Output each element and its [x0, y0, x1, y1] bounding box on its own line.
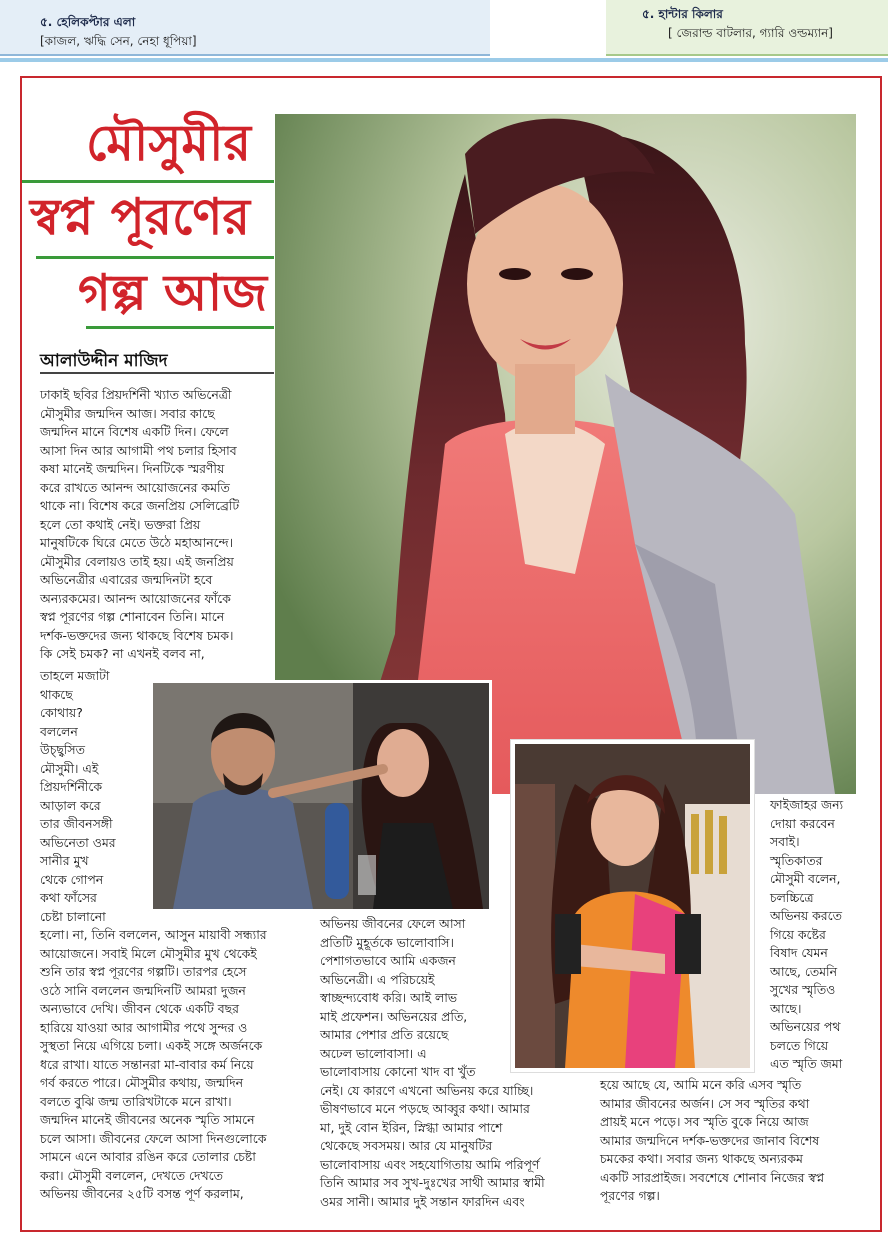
- text-line: বলতে বুঝি জন্ম তারিখটাকে মনে রাখা।: [40, 1093, 232, 1109]
- text-line: আছে।: [770, 1000, 802, 1016]
- text-line: আয়োজনে। সবাই মিলে মৌসুমীর মুখ থেকেই: [40, 945, 257, 961]
- text-line: করে রাখতে আনন্দ আয়োজনের কমতি: [40, 479, 230, 495]
- text-line: অন্যভাবে দেখি। জীবন থেকে একটি বছর: [40, 1001, 239, 1016]
- text-line: মৌসুমী বলেন,: [770, 871, 841, 886]
- headline-rule-1: [22, 180, 274, 183]
- col1-text: [40, 386, 239, 664]
- text-line: হারিয়ে যাওয়া আর আগামীর পথে সুন্দর ও: [40, 1019, 248, 1035]
- text-line: কি সেই চমক? না এখনই বলব না,: [40, 646, 205, 661]
- text-line: ওঠে সানি বললেন জন্মদিনটি আমরা দুজন: [40, 982, 246, 998]
- text-line: চলচ্চিত্রে: [770, 889, 814, 905]
- text-line: সুস্থতা নিয়ে এগিয়ে চলা। একই সঙ্গে অর্জনকে: [40, 1038, 263, 1053]
- text-line: আমার জীবনের অর্জন। সে সব স্মৃতির কথা: [600, 1095, 810, 1111]
- headline-rule-2: [36, 256, 274, 259]
- text-line: মৌসুমীর বেলায়ও তাই হয়। এই জনপ্রিয়: [40, 553, 234, 569]
- text-line: আমার জন্মদিনে দর্শক-ভক্তদের জানাব বিশেষ: [600, 1132, 820, 1148]
- text-line: প্রায়ই মনে পড়ে। সব স্মৃতি বুকে নিয়ে আজ: [600, 1114, 809, 1129]
- text-line: স্বাচ্ছন্দ্যবোধ করি। আই লাভ: [320, 990, 458, 1005]
- text-line: ভালোবাসায় কোনো খাদ বা খুঁত: [320, 1064, 476, 1079]
- top-right-listing: [606, 0, 888, 56]
- top-right-title: ৫. হান্টার কিলার: [642, 7, 723, 21]
- text-line: অভিনয় করতে: [770, 908, 842, 923]
- text-line: থাকছে: [40, 686, 73, 702]
- text-line: প্রিয়দর্শিনীকে: [40, 779, 103, 794]
- text-line: চেষ্টা চালানো: [40, 908, 106, 924]
- text-line: অভিনেত্রীর এবারের জন্মদিনটা হবে: [40, 572, 213, 587]
- headline-line-3: গল্প আজ: [78, 263, 267, 322]
- byline-rule: [40, 372, 274, 374]
- text-line: গিয়ে কষ্টের: [770, 926, 826, 942]
- text-line: বিষাদ যেমন: [770, 945, 828, 960]
- text-line: ঢাকাই ছবির প্রিয়দর্শিনী খ্যাত অভিনেত্রী: [40, 387, 232, 402]
- text-line: থেকেছে সবসময়। আর যে মানুষটির: [320, 1138, 493, 1153]
- text-line: জন্মদিন মানে বিশেষ একটি দিন। ফেলে: [40, 424, 229, 439]
- text-line: আড়াল করে: [40, 797, 101, 813]
- text-line: ওমর সানী। আমার দুই সন্তান ফারদিন এবং: [320, 1193, 525, 1209]
- text-line: স্মৃতিকাতর: [770, 852, 823, 868]
- text-line: অভিনেতা ওমর: [40, 834, 116, 850]
- text-line: চমকের কথা। সবার জন্য থাকছে অন্যরকম: [600, 1151, 803, 1166]
- text-line: তাহলে মজাটা: [40, 668, 110, 683]
- text-line: অন্যরকমের। আনন্দ আয়োজনের ফাঁকে: [40, 590, 231, 606]
- text-line: বললেন: [40, 723, 78, 739]
- text-line: স্বপ্ন পূরণের গল্প শোনাবেন তিনি। মানে: [40, 609, 225, 624]
- text-line: সুখের স্মৃতিও: [770, 982, 836, 997]
- text-line: ভীষণভাবে মনে পড়ছে আব্বুর কথা। আমার: [320, 1101, 530, 1116]
- divider-bar: [0, 58, 888, 62]
- text-line: জন্মদিন মানেই জীবনের অনেক স্মৃতি সামনে: [40, 1112, 255, 1127]
- text-line: পূরণের গল্প।: [600, 1188, 660, 1203]
- text-line: অঢেল ভালোবাসা। এ: [320, 1045, 427, 1061]
- text-line: অভিনেত্রী। এ পরিচয়েই: [320, 971, 435, 987]
- text-line: ভালোবাসায় এবং সহযোগিতায় আমি পরিপূর্ণ: [320, 1156, 540, 1172]
- text-line: হয়ে আছে যে, আমি মনে করি এসব স্মৃতি: [600, 1077, 802, 1092]
- text-line: উচ্ছ্বসিত: [40, 742, 85, 757]
- top-left-title: ৫. হেলিকপ্টার এলা: [40, 15, 136, 29]
- text-line: দর্শক-ভক্তদের জন্য থাকছে বিশেষ চমক।: [40, 627, 234, 643]
- col1-bottom-text: [40, 926, 267, 1204]
- couple-illustration: [153, 683, 489, 909]
- text-line: চলতে গিয়ে: [770, 1037, 829, 1053]
- text-line: হলে তো কথাই নেই। ভক্তরা প্রিয়: [40, 516, 201, 532]
- couple-photo: [150, 680, 492, 912]
- text-line: কোথায়?: [40, 705, 83, 720]
- text-line: চলে আসা। জীবনের ফেলে আসা দিনগুলোকে: [40, 1130, 267, 1146]
- text-line: সামনে এনে আবার রঙিন করে তোলার চেষ্টা: [40, 1149, 256, 1164]
- text-line: শুনি তার স্বপ্ন পূরণের গল্পটি। তারপর হেসে: [40, 964, 247, 979]
- top-left-cast: [কাজল, ঋদ্ধি সেন, নেহা ধূপিয়া]: [40, 34, 197, 48]
- text-line: কষা মানেই জন্মদিন। দিনটিকে স্মরণীয়: [40, 461, 225, 476]
- text-line: গর্ব করতে পারে। মৌসুমীর কথায়, জন্মদিন: [40, 1075, 244, 1090]
- text-line: নেই। যে কারণে এখনো অভিনয় করে যাচ্ছি।: [320, 1082, 534, 1098]
- text-line: আমার পেশার প্রতি রয়েছে: [320, 1027, 449, 1042]
- text-line: হলো। না, তিনি বললেন, আসুন মায়াবী সন্ধ্যার: [40, 927, 267, 942]
- text-line: অভিনয়ের পথ: [770, 1019, 841, 1034]
- headline-line-2: স্বপ্ন পূরণের: [30, 187, 251, 246]
- text-line: মৌসুমী। এই: [40, 760, 99, 776]
- text-line: দোয়া করবেন: [770, 815, 835, 831]
- text-line: পেশাগতভাবে আমি একজন: [320, 953, 456, 968]
- text-line: তার জীবনসঙ্গী: [40, 816, 113, 831]
- saree-illustration: [515, 744, 750, 1068]
- text-line: প্রতিটি মুহূর্তকে ভালোবাসি।: [320, 934, 454, 950]
- text-line: করা। মৌসুমী বললেন, দেখতে দেখতে: [40, 1167, 223, 1183]
- text-line: আছে, তেমনি: [770, 963, 837, 979]
- text-line: কথা ফাঁসের: [40, 890, 97, 905]
- text-line: অভিনয় জীবনের ফেলে আসা: [320, 916, 466, 931]
- text-line: মানুষটিকে ঘিরে মেতে উঠে মহাআনন্দে।: [40, 535, 234, 550]
- text-line: থেকে গোপন: [40, 871, 104, 887]
- text-line: ফাইজাহর জন্য: [770, 797, 844, 812]
- text-line: অভিনয় জীবনের ২৫টি বসন্ত পূর্ণ করলাম,: [40, 1186, 244, 1201]
- col3-bottom-text: [600, 1076, 824, 1206]
- top-right-cast: [ জেরাল্ড বাটলার, গ্যারি ওল্ডম্যান]: [668, 26, 833, 40]
- text-line: আসা দিন আর আগামী পথ চলার হিসাব: [40, 442, 237, 458]
- text-line: সানীর মুখ: [40, 853, 89, 868]
- col1-narrow-text: [40, 667, 146, 926]
- byline: আলাউদ্দীন মাজিদ: [40, 351, 168, 371]
- top-left-listing: [0, 0, 490, 56]
- text-line: এত স্মৃতি জমা: [770, 1056, 843, 1071]
- col3-narrow-text: [770, 796, 843, 1074]
- text-line: ধরে রাখা। যাতে সন্তানরা মা-বাবার কর্ম নিয়ে: [40, 1056, 254, 1072]
- text-line: একটি সারপ্রাইজ। সবশেষে শোনাব নিজের স্বপ্ন: [600, 1169, 825, 1185]
- headline-line-1: মৌসুমীর: [86, 113, 251, 172]
- saree-photo: [511, 740, 754, 1072]
- text-line: মাই প্রফেশন। অভিনয়ের প্রতি,: [320, 1008, 468, 1024]
- text-line: মা, দুই বোন ইরিন, স্নিগ্ধা আমার পাশে: [320, 1119, 503, 1135]
- text-line: থাকে না। বিশেষ করে জনপ্রিয় সেলিব্রেটি: [40, 498, 240, 513]
- headline-rule-3: [86, 326, 274, 329]
- text-line: সবাই।: [770, 834, 800, 849]
- text-line: তিনি আমার সব সুখ-দুঃখের সাথী আমার স্বামী: [320, 1175, 545, 1190]
- text-line: মৌসুমীর জন্মদিন আজ। সবার কাছে: [40, 405, 215, 421]
